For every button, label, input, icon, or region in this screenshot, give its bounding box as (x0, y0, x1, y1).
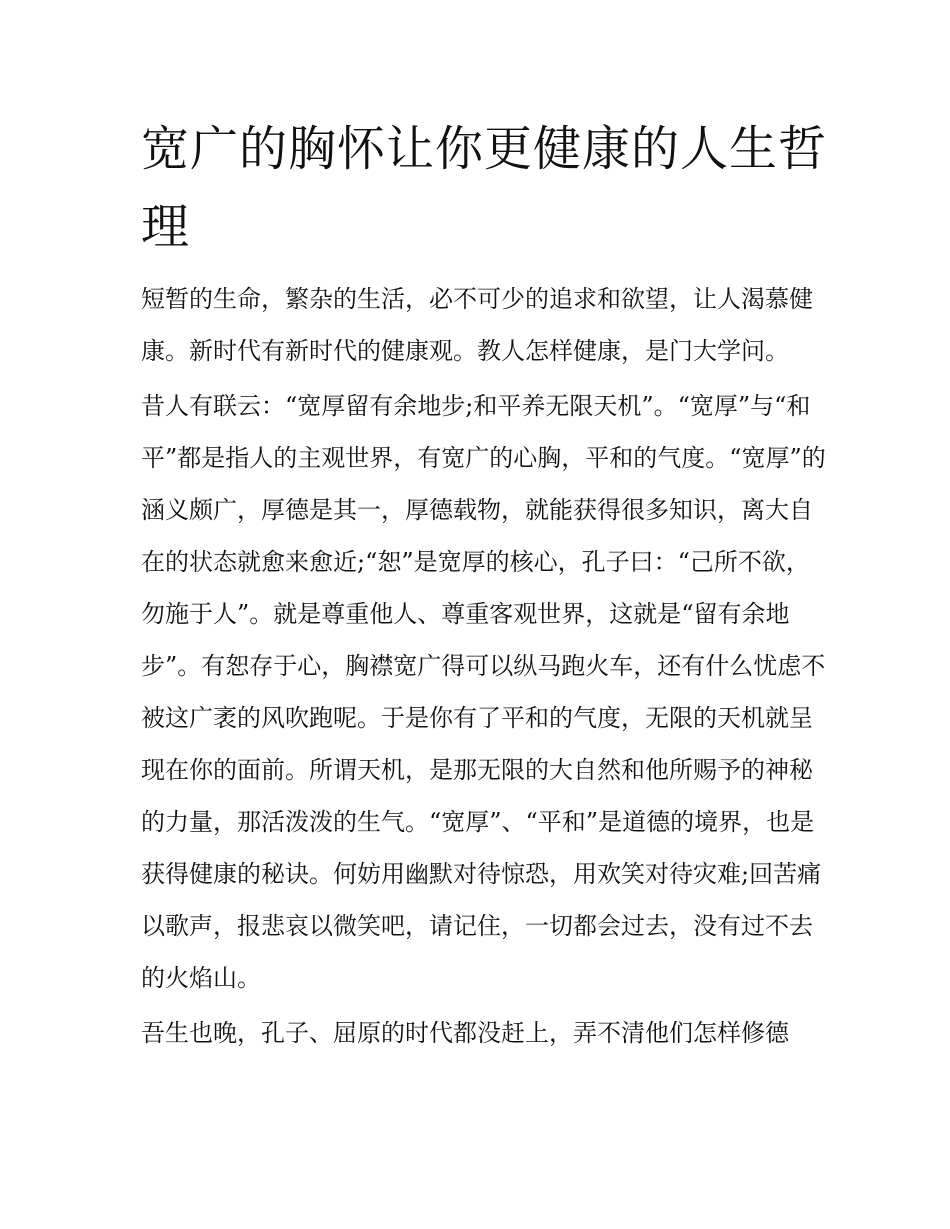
paragraph-2: 昔人有联云：“宽厚留有余地步;和平养无限天机”。“宽厚”与“和平”都是指人的主观世界，有宽广的心胸，平和的气度。“宽厚”的涵义颇广，厚德是其一，厚德载物，就能获得很多知识，离大自在的状态就愈来愈近;“恕”是宽厚的核心，孔子曰：“己所不欲，勿施于人”。就是尊重他人、尊重客观世界，这就是“留有余地步”。有恕存于心，胸襟宽广得可以纵马跑火车，还有什么忧虑不被这广袤的风吹跑呢。于是你有了平和的气度，无限的天机就呈现在你的面前。所谓天机，是那无限的大自然和他所赐予的神秘的力量，那活泼泼的生气。“宽厚”、“平和”是道德的境界，也是获得健康的秘诀。何妨用幽默对待惊恐，用欢笑对待灾难;回苦痛以歌声，报悲哀以微笑吧，请记住，一切都会过去，没有过不去的火焰山。 (141, 392, 826, 992)
document-body (141, 273, 831, 1062)
document-title: 宽广的胸怀让你更健康的人生哲理 (141, 121, 828, 255)
paragraph-3: 吾生也晚，孔子、屈原的时代都没赶上，弄不清他们怎样修德 (141, 1019, 789, 1047)
paragraph-1: 短暂的生命，繁杂的生活，必不可少的追求和欲望，让人渴慕健康。新时代有新时代的健康观。教人怎样健康，是门大学问。 (141, 285, 813, 365)
